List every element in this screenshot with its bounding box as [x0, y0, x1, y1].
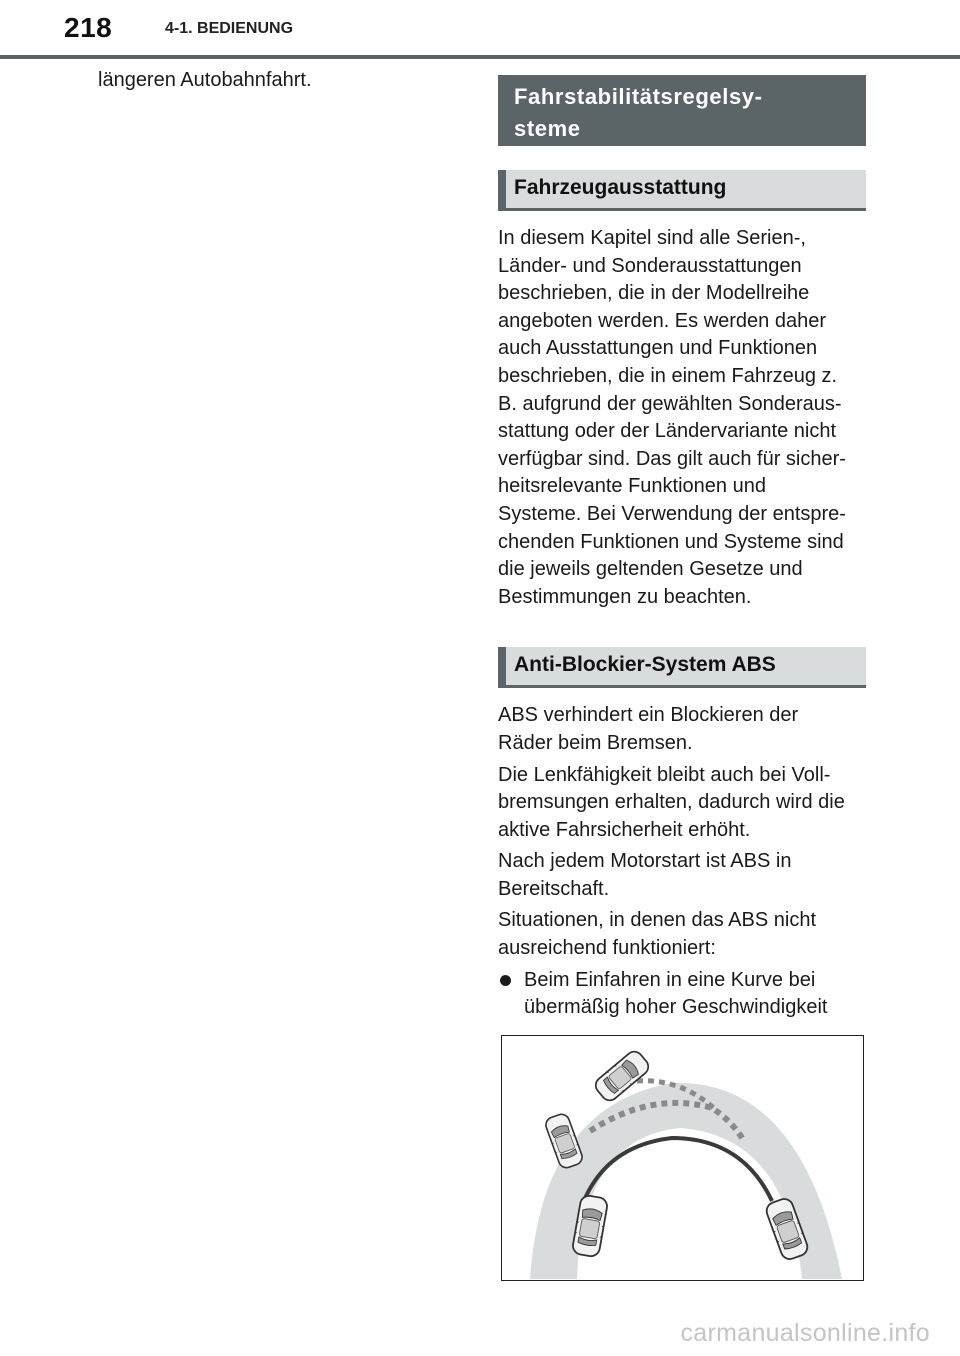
text-line: verfügbar sind. Das gilt auch für sicher- — [498, 447, 846, 470]
text-line: Länder- und Sonderausstattungen — [498, 254, 802, 277]
text-line: aktive Fahrsicherheit erhöht. — [498, 818, 751, 841]
text-line: Räder beim Bremsen. — [498, 731, 693, 754]
text-line: Situationen, in denen das ABS nicht — [498, 909, 817, 932]
text-line: Nach jedem Motorstart ist ABS in — [498, 850, 792, 873]
text-line: B. aufgrund der gewählten Sonderaus- — [498, 392, 842, 415]
figure-curve-illustration — [501, 1035, 864, 1281]
paragraph-ausstattung — [498, 225, 866, 611]
text-line: auch Ausstattungen und Funktionen — [498, 337, 818, 360]
bullet-dot-icon — [500, 975, 511, 986]
text-line: übermäßig hoher Geschwindigkeit — [524, 996, 828, 1019]
text-line: heitsrelevante Funktionen und — [498, 475, 766, 498]
subhead-fahrzeugausstattung: Fahrzeugausstattung — [498, 170, 866, 211]
subhead-abs: Anti-Blockier-System ABS — [498, 647, 866, 688]
header-rule — [0, 55, 960, 59]
left-column-text: längeren Autobahnfahrt. — [98, 69, 312, 91]
text-line: Bestimmungen zu beachten. — [498, 585, 752, 608]
chapter-title-line1: Fahrstabilitätsregelsy- — [514, 84, 763, 109]
right-column — [498, 75, 866, 1022]
paragraph-abs-3 — [498, 848, 866, 903]
text-line: angeboten werden. Es werden daher — [498, 309, 827, 332]
text-line: In diesem Kapitel sind alle Serien-, — [498, 227, 806, 249]
paragraph-abs-2 — [498, 762, 866, 845]
page-number: 218 — [64, 12, 113, 43]
curve-illustration — [502, 1036, 862, 1279]
text-line: ABS verhindert ein Blockieren der — [498, 704, 799, 727]
watermark: carmanualsonline.info — [680, 1319, 930, 1347]
text-line: Bereitschaft. — [498, 877, 610, 900]
text-line: beschrieben, die in einem Fahrzeug z. — [498, 364, 838, 387]
text-line: Die Lenkfähigkeit bleibt auch bei Voll- — [498, 763, 831, 786]
chapter-title-box — [498, 75, 866, 146]
chapter-title-line2: steme — [514, 116, 581, 141]
text-line: chenden Funktionen und Systeme sind — [498, 530, 844, 553]
text-line: Systeme. Bei Verwendung der entspre- — [498, 502, 846, 525]
page-header — [0, 0, 960, 60]
text-line: die jeweils geltenden Gesetze und — [498, 558, 803, 581]
section-label: 4-1. BEDIENUNG — [165, 20, 294, 37]
text-line: stattung oder der Ländervariante nicht — [498, 420, 836, 443]
paragraph-abs-4 — [498, 907, 866, 962]
text-line: Beim Einfahren in eine Kurve bei — [524, 968, 816, 991]
text-line: bremsungen erhalten, dadurch wird die — [498, 791, 845, 814]
left-column — [98, 66, 438, 94]
paragraph-abs-1 — [498, 702, 866, 757]
text-line: ausreichend funktioniert: — [498, 937, 716, 960]
text-line: beschrieben, die in der Modellreihe — [498, 282, 810, 305]
bullet-item — [498, 967, 866, 1022]
